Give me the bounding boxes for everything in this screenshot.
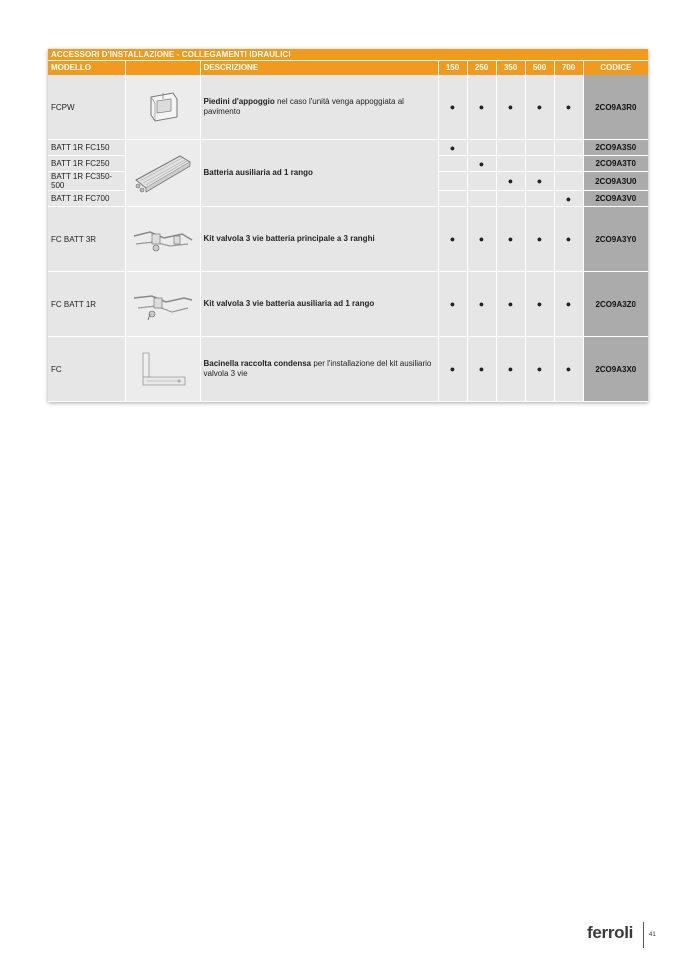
valve-kit-icon	[125, 272, 200, 337]
size-dot	[496, 156, 525, 172]
table-title: ACCESSORI D'INSTALLAZIONE - COLLEGAMENTI IDRAULICI	[48, 49, 648, 61]
size-dot: ●	[438, 140, 467, 156]
accessories-table	[48, 49, 648, 402]
code-cell: 2CO9A3X0	[583, 337, 648, 402]
size-dot	[438, 191, 467, 207]
size-dot: ●	[438, 272, 467, 337]
code-cell: 2CO9A3R0	[583, 75, 648, 140]
size-dot	[525, 140, 554, 156]
size-dot: ●	[525, 75, 554, 140]
size-dot: ●	[496, 207, 525, 272]
model-cell: BATT 1R FC150	[48, 140, 125, 156]
size-dot: ●	[554, 75, 583, 140]
size-dot: ●	[467, 75, 496, 140]
header-size-700: 700	[554, 61, 583, 76]
header-size-150: 150	[438, 61, 467, 76]
table-row	[48, 75, 648, 140]
code-cell: 2CO9A3T0	[583, 156, 648, 172]
size-dot: ●	[467, 156, 496, 172]
size-dot: ●	[496, 272, 525, 337]
size-dot: ●	[438, 75, 467, 140]
description-cell: Piedini d'appoggio nel caso l'unità venga appoggiata al pavimento	[200, 75, 438, 140]
code-cell: 2CO9A3Y0	[583, 207, 648, 272]
page-number: 41	[649, 932, 656, 938]
accessories-table-container	[48, 49, 648, 402]
drip-tray-icon	[125, 337, 200, 402]
size-dot	[438, 172, 467, 191]
header-size-250: 250	[467, 61, 496, 76]
size-dot	[554, 140, 583, 156]
header-description: DESCRIZIONE	[200, 61, 438, 76]
size-dot: ●	[554, 272, 583, 337]
size-dot	[467, 172, 496, 191]
size-dot: ●	[554, 337, 583, 402]
size-dot: ●	[496, 75, 525, 140]
model-cell: FCPW	[48, 75, 125, 140]
size-dot: ●	[496, 172, 525, 191]
size-dot: ●	[438, 337, 467, 402]
feet-support-icon	[125, 75, 200, 140]
table-row	[48, 207, 648, 272]
model-cell: BATT 1R FC250	[48, 156, 125, 172]
size-dot	[554, 172, 583, 191]
header-size-500: 500	[525, 61, 554, 76]
model-cell: FC BATT 1R	[48, 272, 125, 337]
size-dot	[467, 140, 496, 156]
model-cell: BATT 1R FC700	[48, 191, 125, 207]
valve-kit-icon	[125, 207, 200, 272]
size-dot: ●	[467, 337, 496, 402]
size-dot: ●	[525, 172, 554, 191]
size-dot	[467, 191, 496, 207]
size-dot	[496, 140, 525, 156]
table-row	[48, 272, 648, 337]
code-cell: 2CO9A3Z0	[583, 272, 648, 337]
header-size-350: 350	[496, 61, 525, 76]
table-row	[48, 337, 648, 402]
size-dot	[438, 156, 467, 172]
description-cell: Batteria ausiliaria ad 1 rango	[200, 140, 438, 207]
size-dot: ●	[525, 337, 554, 402]
description-cell: Kit valvola 3 vie batteria principale a 3 ranghi	[200, 207, 438, 272]
size-dot	[554, 156, 583, 172]
footer-divider	[643, 922, 644, 948]
size-dot: ●	[554, 191, 583, 207]
header-model: MODELLO	[48, 61, 125, 76]
model-cell: FC BATT 3R	[48, 207, 125, 272]
model-cell: BATT 1R FC350-500	[48, 172, 125, 191]
size-dot: ●	[525, 272, 554, 337]
description-cell: Kit valvola 3 vie batteria ausiliaria ad 1 rango	[200, 272, 438, 337]
code-cell: 2CO9A3V0	[583, 191, 648, 207]
size-dot: ●	[525, 207, 554, 272]
size-dot: ●	[496, 337, 525, 402]
size-dot	[525, 191, 554, 207]
size-dot	[525, 156, 554, 172]
size-dot: ●	[467, 272, 496, 337]
header-image	[125, 61, 200, 76]
size-dot: ●	[438, 207, 467, 272]
coil-battery-icon	[125, 140, 200, 207]
header-code: CODICE	[583, 61, 648, 76]
size-dot: ●	[554, 207, 583, 272]
ferroli-logo: ferroli	[587, 923, 634, 942]
size-dot: ●	[467, 207, 496, 272]
code-cell: 2CO9A3U0	[583, 172, 648, 191]
table-row	[48, 140, 648, 156]
size-dot	[496, 191, 525, 207]
model-cell: FC	[48, 337, 125, 402]
code-cell: 2CO9A3S0	[583, 140, 648, 156]
description-cell: Bacinella raccolta condensa per l'installazione del kit ausiliario valvola 3 vie	[200, 337, 438, 402]
